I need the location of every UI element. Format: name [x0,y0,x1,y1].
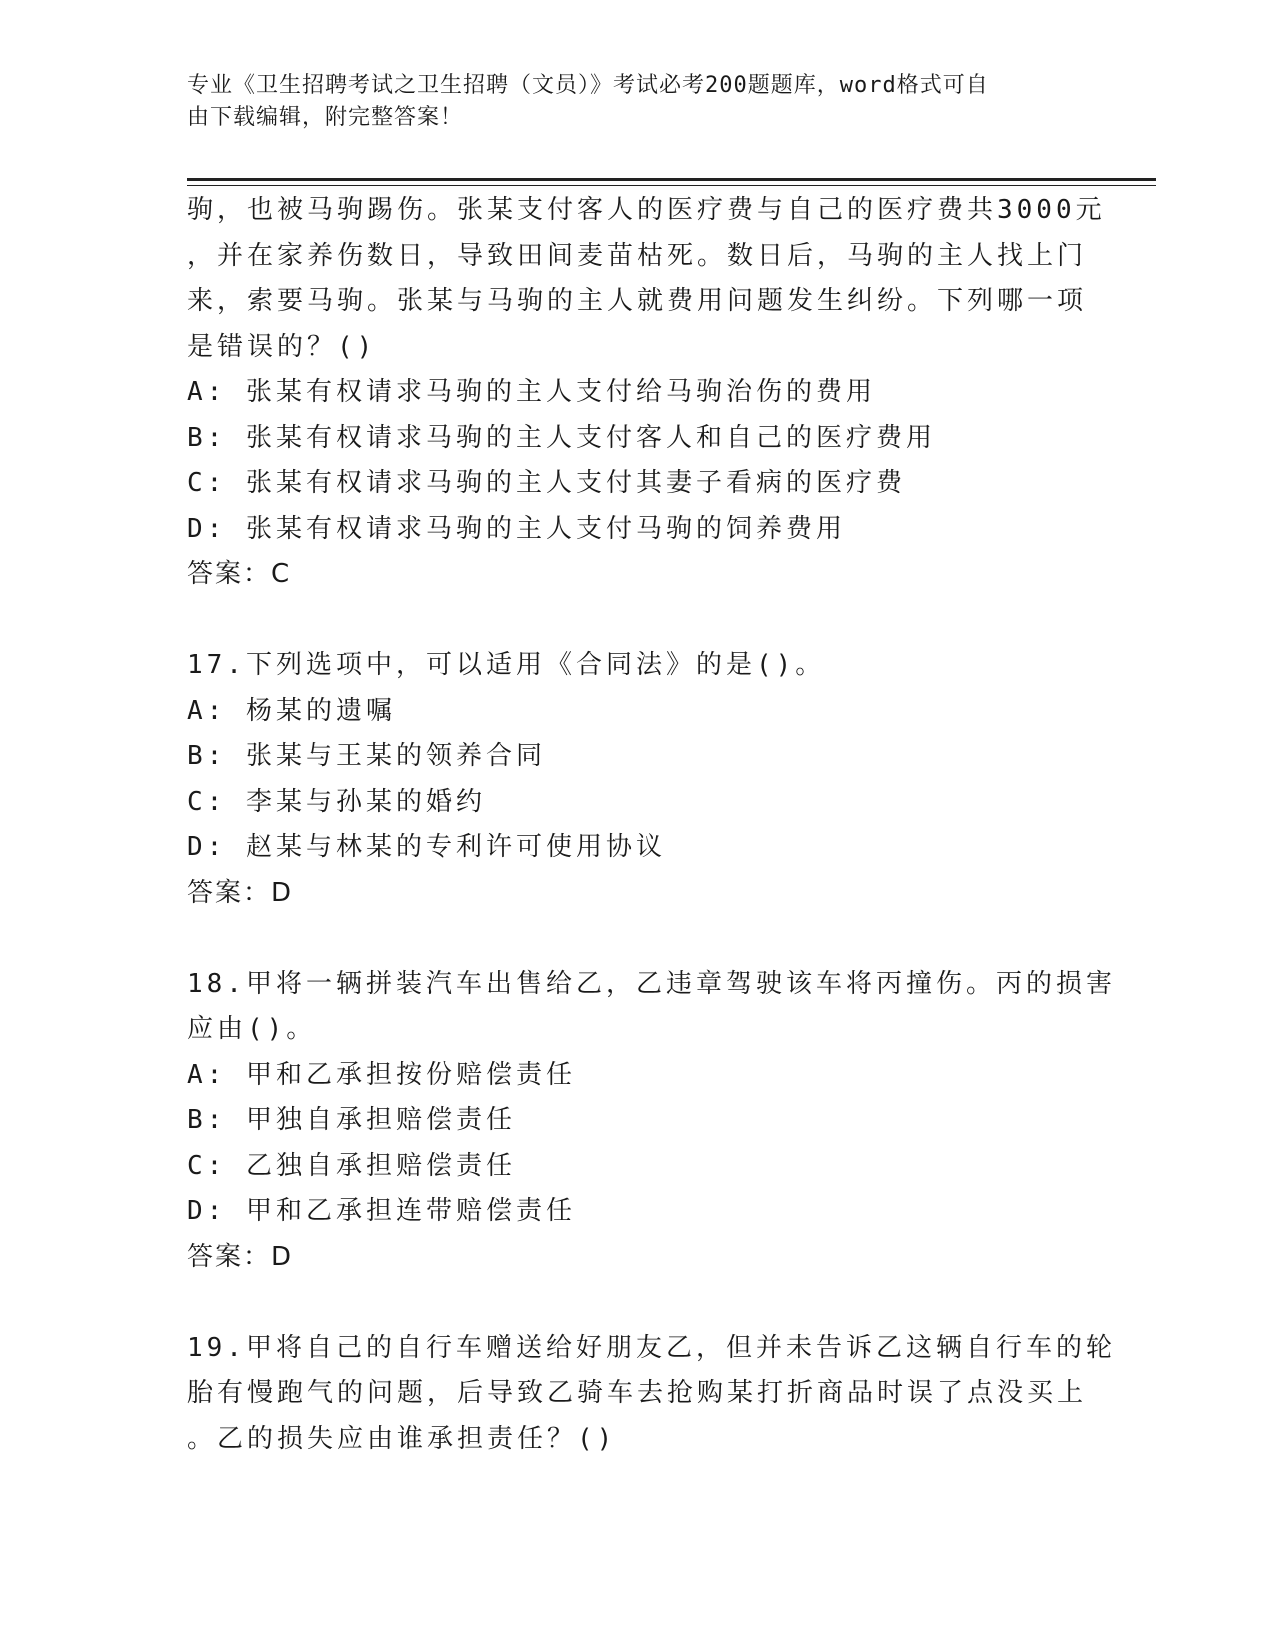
option-d: D: 甲和乙承担连带赔偿责任 [187,1196,576,1226]
question-text-line: ，并在家养伤数日，导致田间麦苗枯死。数日后，马驹的主人找上门 [187,240,1088,271]
question-16 [187,188,1106,598]
spacer [187,1280,1087,1326]
spacer [187,598,1087,644]
option-a: A: 甲和乙承担按份赔偿责任 [187,1059,576,1090]
header-divider-thick [187,178,1156,181]
option-b: B: 张某与王某的领养合同 [187,741,546,771]
header-title-line-2: 由下载编辑，附完整答案！ [187,105,464,130]
option-c: C: 李某与孙某的婚约 [187,786,486,817]
option-d: D: 赵某与林某的专利许可使用协议 [187,832,666,862]
option-d: D: 张某有权请求马驹的主人支付马驹的饲养费用 [187,513,846,544]
option-c: C: 张某有权请求马驹的主人支付其妻子看病的医疗费 [187,468,906,498]
option-a: A: 张某有权请求马驹的主人支付给马驹治伤的费用 [187,377,876,407]
question-text-line: 19.甲将自己的自行车赠送给好朋友乙，但并未告诉乙这辆自行车的轮 [187,1332,1116,1363]
question-text-line: 17.下列选项中，可以适用《合同法》的是()。 [187,650,826,680]
question-text-line: 18.甲将一辆拼装汽车出售给乙，乙违章驾驶该车将丙撞伤。丙的损害 [187,968,1116,999]
option-c: C: 乙独自承担赔偿责任 [187,1150,516,1181]
question-text-line: 驹，也被马驹踢伤。张某支付客人的医疗费与自己的医疗费共3000元 [187,195,1106,225]
question-19 [187,1326,1116,1463]
option-a: A: 杨某的遗嘱 [187,695,396,726]
spacer [187,916,1087,962]
question-text-line: 应由()。 [187,1014,317,1044]
question-18 [187,962,1116,1281]
option-b: B: 甲独自承担赔偿责任 [187,1105,516,1135]
question-text-line: 是错误的？() [187,331,377,362]
question-text-line: 胎有慢跑气的问题，后导致乙骑车去抢购某打折商品时误了点没买上 [187,1378,1088,1408]
question-text-line: 。乙的损失应由谁承担责任？() [187,1423,617,1454]
answer-label: 答案：D [187,877,294,908]
answer-label: 答案：C [187,559,292,589]
document-body [187,188,1116,1462]
question-17 [187,643,1087,916]
header-title-line-1: 专业《卫生招聘考试之卫生招聘（文员）》考试必考200题题库，word格式可自 [187,73,989,98]
document-header [187,70,1067,134]
option-b: B: 张某有权请求马驹的主人支付客人和自己的医疗费用 [187,422,936,453]
question-text-line: 来，索要马驹。张某与马驹的主人就费用问题发生纠纷。下列哪一项 [187,286,1088,316]
answer-label: 答案：D [187,1241,294,1272]
header-divider-thin [187,185,1156,186]
